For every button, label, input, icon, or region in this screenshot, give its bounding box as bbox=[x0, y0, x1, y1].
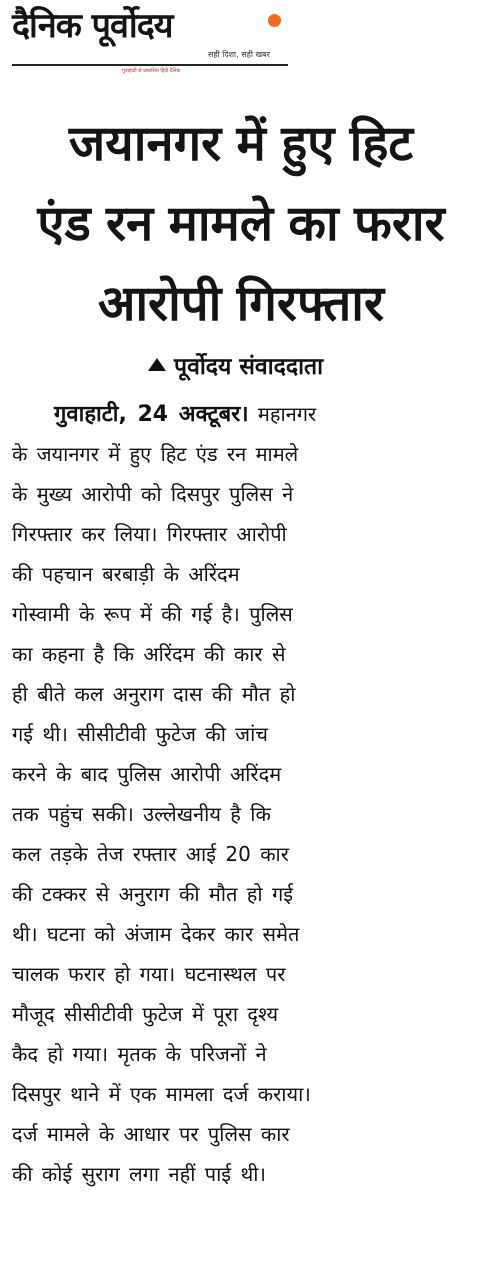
masthead-tagline: सही दिशा, सही खबर bbox=[208, 50, 270, 59]
article-line: गई थी। सीसीटीवी फुटेज की जांच bbox=[12, 722, 268, 746]
article-line: थी। घटना को अंजाम देकर कार समेत bbox=[12, 922, 300, 946]
article-line: के जयानगर में हुए हिट एंड रन मामले bbox=[12, 442, 299, 466]
article-line: कैद हो गया। मृतक के परिजनों ने bbox=[12, 1042, 267, 1066]
byline bbox=[148, 352, 323, 382]
article-line: करने के बाद पुलिस आरोपी अरिंदम bbox=[12, 762, 282, 786]
article-line: चालक फरार हो गया। घटनास्थल पर bbox=[12, 962, 286, 986]
newspaper-logo: दैनिक पूर्वोदय bbox=[12, 6, 173, 46]
article-body bbox=[12, 394, 468, 1194]
article-line: कल तड़के तेज रफ्तार आई 20 कार bbox=[12, 842, 289, 866]
headline-line: जयानगर में हुए हिट bbox=[68, 115, 414, 172]
article-line: तक पहुंच सकी। उल्लेखनीय है कि bbox=[12, 802, 271, 826]
headline-line: आरोपी गिरफ्तार bbox=[97, 275, 385, 332]
article-line: की पहचान बरबाड़ी के अरिंदम bbox=[12, 562, 240, 586]
article-line: दर्ज मामले के आधार पर पुलिस कार bbox=[12, 1122, 290, 1146]
article-line: का कहना है कि अरिंदम की कार से bbox=[12, 642, 286, 666]
logo-dot-icon bbox=[268, 14, 281, 27]
masthead-subtext: गुवाहाटी से प्रकाशित हिंदी दैनिक bbox=[122, 68, 181, 74]
masthead-divider bbox=[12, 64, 288, 66]
headline-line: एंड रन मामले का फरार bbox=[37, 195, 445, 252]
triangle-icon bbox=[148, 358, 166, 371]
article-line: ही बीते कल अनुराग दास की मौत हो bbox=[12, 682, 296, 706]
article-line: दिसपुर थाने में एक मामला दर्ज कराया। bbox=[12, 1082, 311, 1106]
dateline: गुवाहाटी, 24 अक्टूबर। bbox=[54, 402, 249, 427]
masthead bbox=[12, 6, 288, 72]
article-headline bbox=[0, 104, 482, 344]
article-first-line bbox=[12, 394, 468, 434]
article-line: की कोई सुराग लगा नहीं पाई थी। bbox=[12, 1162, 266, 1186]
article-line: महानगर bbox=[257, 402, 317, 426]
article-line: की टक्कर से अनुराग की मौत हो गई bbox=[12, 882, 294, 906]
article-line: गिरफ्तार कर लिया। गिरफ्तार आरोपी bbox=[12, 522, 287, 546]
article-line: गोस्वामी के रूप में की गई है। पुलिस bbox=[12, 602, 293, 626]
article-line: के मुख्य आरोपी को दिसपुर पुलिस ने bbox=[12, 482, 294, 506]
article-line: मौजूद सीसीटीवी फुटेज में पूरा दृश्य bbox=[12, 1002, 279, 1026]
byline-text: पूर्वोदय संवाददाता bbox=[174, 354, 324, 380]
